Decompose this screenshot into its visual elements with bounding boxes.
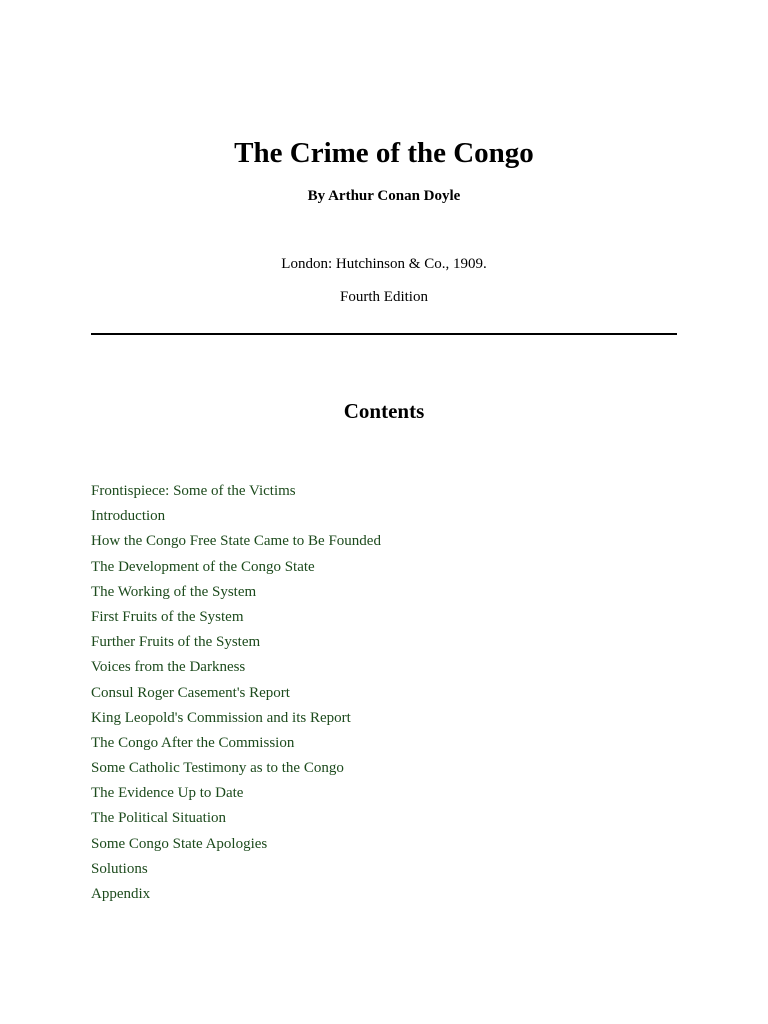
toc-link-introduction[interactable]: Introduction (91, 508, 166, 525)
toc-item (91, 808, 381, 833)
toc-item (91, 683, 381, 708)
edition-line: Fourth Edition (340, 289, 428, 305)
toc-item (91, 884, 381, 909)
book-author: By Arthur Conan Doyle (307, 188, 461, 204)
toc-item (91, 506, 381, 531)
toc-link-frontispiece[interactable]: Frontispiece: Some of the Victims (91, 483, 296, 499)
toc-item (91, 607, 381, 632)
toc-link-development[interactable]: The Development of the Congo State (91, 558, 315, 575)
toc-item (91, 708, 381, 733)
toc-link-working-of-system[interactable]: The Working of the System (91, 583, 257, 600)
contents-heading: Contents (343, 399, 425, 423)
toc-link-further-fruits[interactable]: Further Fruits of the System (91, 634, 261, 651)
toc-item (91, 783, 381, 808)
toc-item (91, 481, 381, 506)
toc-link-political-situation[interactable]: The Political Situation (91, 810, 226, 827)
table-of-contents (91, 481, 381, 909)
toc-link-casement-report[interactable]: Consul Roger Casement's Report (91, 684, 290, 701)
toc-item (91, 657, 381, 682)
toc-link-voices-from-darkness[interactable]: Voices from the Darkness (91, 659, 246, 676)
horizontal-divider (91, 333, 677, 335)
toc-link-evidence-up-to-date[interactable]: The Evidence Up to Date (91, 785, 244, 802)
toc-item (91, 834, 381, 859)
toc-link-catholic-testimony[interactable]: Some Catholic Testimony as to the Congo (91, 760, 344, 777)
toc-link-appendix[interactable]: Appendix (91, 886, 151, 902)
toc-item (91, 531, 381, 556)
toc-link-how-founded[interactable]: How the Congo Free State Came to Be Founded (91, 533, 381, 550)
toc-item (91, 632, 381, 657)
toc-item (91, 859, 381, 884)
toc-item (91, 758, 381, 783)
toc-item (91, 582, 381, 607)
toc-item (91, 733, 381, 758)
toc-link-leopold-commission[interactable]: King Leopold's Commission and its Report (91, 709, 351, 726)
toc-link-first-fruits[interactable]: First Fruits of the System (91, 608, 244, 625)
toc-link-state-apologies[interactable]: Some Congo State Apologies (91, 835, 268, 852)
book-title: The Crime of the Congo (234, 137, 534, 169)
toc-link-solutions[interactable]: Solutions (91, 860, 148, 877)
toc-link-after-commission[interactable]: The Congo After the Commission (91, 734, 295, 751)
publisher-line: London: Hutchinson & Co., 1909. (281, 256, 487, 272)
toc-item (91, 557, 381, 582)
